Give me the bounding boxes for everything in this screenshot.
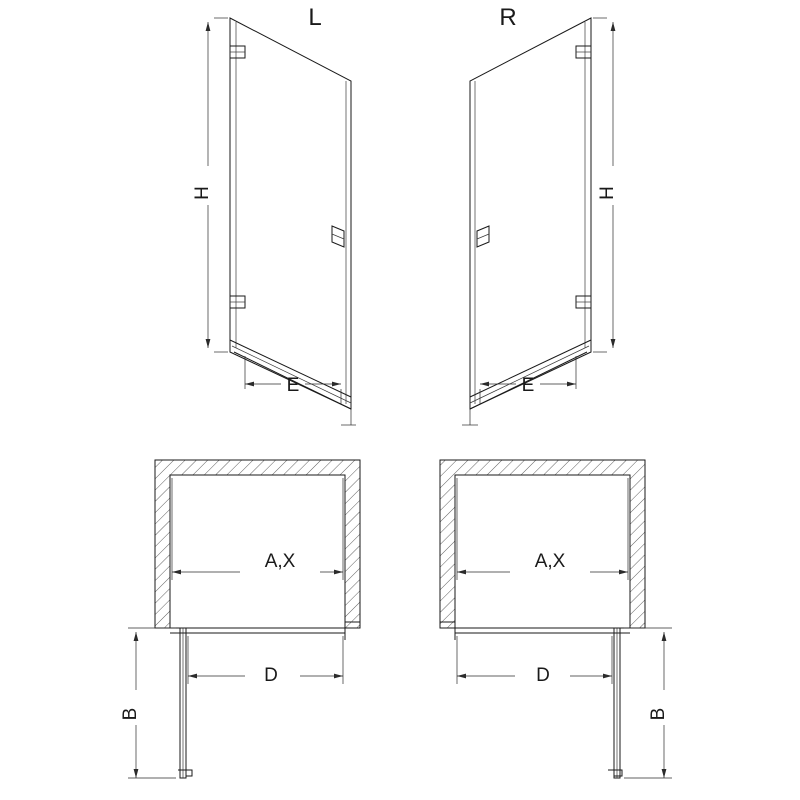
left-bottom-label: E	[286, 375, 300, 396]
left-height-label: H	[192, 186, 213, 200]
view-right-plan	[440, 460, 672, 778]
left-plan-walls	[155, 460, 360, 628]
right-glass-panel	[470, 18, 591, 409]
right-dimension-swing	[624, 628, 672, 778]
left-plan-door-panel	[178, 628, 192, 778]
left-door-label: D	[264, 665, 278, 686]
right-dimension-opening	[457, 478, 628, 580]
left-opening-label: A,X	[264, 551, 296, 572]
right-swing-label: B	[648, 707, 669, 721]
right-dimension-height	[593, 18, 618, 352]
view-left-elevation	[192, 4, 356, 425]
right-plan-door-panel	[608, 628, 622, 778]
left-dimension-door	[188, 636, 343, 686]
left-dimension-opening	[172, 478, 343, 580]
left-glass-panel	[230, 18, 351, 409]
right-opening-label: A,X	[534, 551, 566, 572]
left-dimension-height	[192, 18, 228, 352]
right-door-label: D	[536, 665, 550, 686]
right-bottom-label: E	[521, 375, 535, 396]
view-label-right: R	[499, 4, 517, 31]
view-left-plan	[120, 460, 360, 778]
right-height-label: H	[597, 186, 618, 200]
left-plan-threshold	[170, 622, 360, 640]
left-swing-label: B	[120, 707, 141, 721]
left-dimension-swing	[120, 628, 176, 778]
view-label-left: L	[308, 4, 322, 31]
right-plan-threshold	[440, 622, 630, 640]
right-plan-walls	[440, 460, 645, 628]
right-dimension-door	[457, 636, 612, 686]
view-right-elevation	[462, 4, 618, 425]
